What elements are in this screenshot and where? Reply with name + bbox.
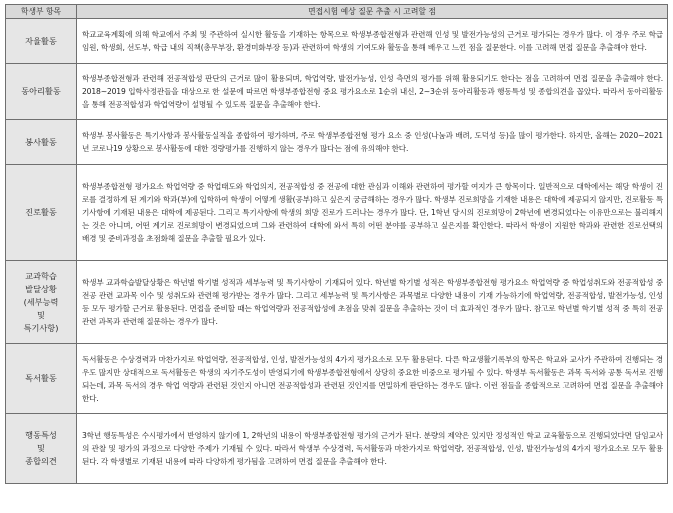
row-description: 학생부 봉사활동은 특기사항과 봉사활동실적을 종합하여 평가하며, 주로 학생부종합전형 평가 요소 중 인성(나눔과 배려, 도덕성 등)을 많이 평가한다. 하지만, 올해는 2020~2021년 코로나19 상황으로 봉사활동에 대한 정량평가를 진행하지 않는 경우가 많다는 점에 유의해야 한다. — [77, 120, 668, 165]
table-header-row — [6, 5, 668, 19]
table-row — [6, 64, 668, 120]
row-description: 학생부종합전형 평가요소 학업역량 중 학업태도와 학업의지, 전공적합성 중 전공에 대한 관심과 이해와 관련하여 평가할 여지가 큰 항목이다. 일반적으로 대학에서는 해당 학생이 진로를 결정하게 된 계기와 학과(부)에 입학하여 학생이 어떻게 생활(공부)하고 싶은지 궁금해하는 경우가 많다. 학생부 진로희망을 기재한 내용은 대학에 제공되지 않지만, 진로활동 특기사항에 기재된 내용은 대학에 제공된다. 그리고 특기사항에 학생의 희망 진로가 드러나는 경우가 많다. 단, 1학년 당시의 진로희망이 2학년에 변경되었다는 이유만으로는 불리해지는 것은 아니며, 어떤 계기로 진로희망이 변경되었으며 그와 관련하여 대학에 와서 특히 어떤 분야를 공부하고 싶은지를 확인한다. 따라서 학생이 지원한 학과와 관련한 진로선택의 배경 및 준비과정을 초점화해 질문을 추출할 필요가 있다. — [77, 165, 668, 261]
row-category-club-activity: 동아리활동 — [6, 64, 77, 120]
table-row — [6, 120, 668, 165]
row-category-career-activity: 진로활동 — [6, 165, 77, 261]
table-row — [6, 165, 668, 261]
row-category-reading-activity: 독서활동 — [6, 344, 77, 414]
row-category-behavior-comments: 행동특성 및 종합의견 — [6, 414, 77, 484]
row-category-subject-learning: 교과학습 발달상황 (세부능력 및 특기사항) — [6, 261, 77, 344]
table-row — [6, 414, 668, 484]
row-description: 학생부 교과학습발달상황은 학년별 학기별 성적과 세부능력 및 특기사항이 기재되어 있다. 학년별 학기별 성적은 학생부종합전형 평가요소 학업역량 중 학업성취도와 전공적합성 중 전공 관련 교과목 이수 및 성취도와 관련해 평가받는 경우가 많다. 그리고 세부능력 및 특기사항은 과목별로 다양한 내용이 기재 가능하기에 학업역량, 전공적합성, 발전가능성, 인성 등 모두 평가할 근거로 활용된다. 면접을 준비할 때는 학업역량과 전공적합성에 초점을 맞춰 질문을 추출하는 것이 더 효과적인 경우가 많다. 참고로 학년별 학기별 성적 중 특히 전공 관련 과목과 관련해 질문하는 경우가 많다. — [77, 261, 668, 344]
row-description: 독서활동은 수상경력과 마찬가지로 학업역량, 전공적합성, 인성, 발전가능성의 4가지 평가요소로 모두 활용된다. 다른 학교생활기록부의 항목은 학교와 교사가 주관하여 진행되는 경우도 많지만 상대적으로 독서활동은 학생의 자기주도성이 반영되기에 학생부종합전형에서 상당히 중요한 비중으로 평가될 수 있다. 학생부 독서활동은 과목 독서와 공통 독서로 진행되는데, 과목 독서의 경우 학업 역량과 관련된 것인지 아니면 전공적합성과 관련된 것인지를 면밀하게 판단하는 경우도 많다. 이런 점들을 종합적으로 고려하여 면접 질문을 추출해야 한다. — [77, 344, 668, 414]
table-row — [6, 19, 668, 64]
header-category: 학생부 항목 — [6, 5, 77, 19]
table-row — [6, 261, 668, 344]
row-description: 3학년 행동특성은 수시평가에서 반영하지 않기에 1, 2학년의 내용이 학생부종합전형 평가의 근거가 된다. 분량의 제약은 있지만 정성적인 학교 교육활동으로 진행되었다면 담임교사의 관찰 및 평가의 과정으로 다양한 주제가 기재될 수 있다. 따라서 학생부 수상경력, 독서활동과 마찬가지로 학업역량, 전공적합성, 인성, 발전가능성의 4가지 평가요소로 모두 활용된다. 각 학생별로 기재된 내용에 따라 다양하게 평가됨을 고려하여 면접 질문을 추출해야 한다. — [77, 414, 668, 484]
interview-considerations-table — [5, 4, 668, 484]
row-category-autonomous-activity: 자율활동 — [6, 19, 77, 64]
row-description: 학교교육계획에 의해 학교에서 주최 및 주관하여 실시한 활동을 기재하는 항목으로 학생부종합전형과 관련해 인성 및 발전가능성의 근거로 평가되는 경우가 많다. 이 경우 주로 학급 임원, 학생회, 선도부, 학급 내의 직책(총무부장, 환경미화부장 등)과 관련하여 학생의 기여도와 활동을 통해 배우고 느낀 점을 질문한다. 이를 고려해 면접 질문을 추출해야 한다. — [77, 19, 668, 64]
row-category-volunteer-activity: 봉사활동 — [6, 120, 77, 165]
table-row — [6, 344, 668, 414]
header-points: 면접시험 예상 질문 추출 시 고려할 점 — [77, 5, 668, 19]
row-description: 학생부종합전형과 관련해 전공적합성 판단의 근거로 많이 활용되며, 학업역량, 발전가능성, 인성 측면의 평가를 위해 활용되기도 한다는 점을 고려하여 면접 질문을 추출해야 한다. 2018~2019 입학사정관들을 대상으로 한 설문에 따르면 학생부종합전형 중요 평가요소로 1순위 내신, 2~3순위 동아리활동과 행동특성 및 종합의견을 꼽았다. 따라서 동아리활동을 통해 전공적합성과 학업역량이 설명될 수 있도록 질문을 추출해야 한다. — [77, 64, 668, 120]
